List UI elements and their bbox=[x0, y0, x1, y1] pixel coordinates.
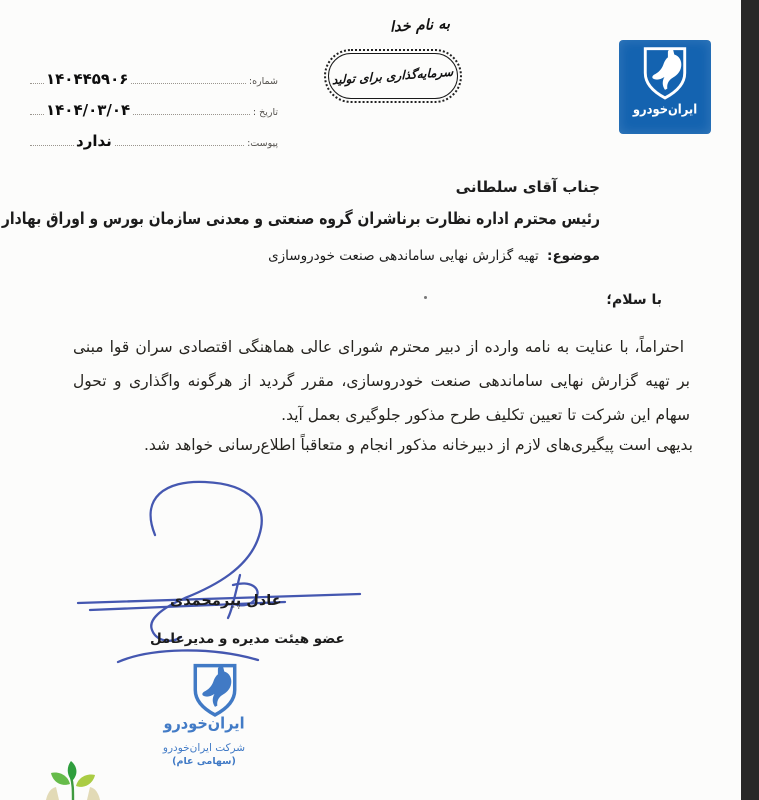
dotted-leader bbox=[30, 132, 74, 146]
meta-label-date: تاریخ : bbox=[252, 107, 278, 118]
salutation: با سلام؛ bbox=[606, 292, 662, 308]
body-paragraph-2: بدیهی است پیگیری‌های لازم از دبیرخانه مذکور انجام و متعاقباً اطلاع‌رسانی خواهد شد. bbox=[143, 436, 693, 454]
stamp-company-type: (سهامی عام) bbox=[172, 756, 236, 767]
subject-label: موضوع: bbox=[547, 248, 600, 264]
besmellah-text: به نام خدا bbox=[389, 16, 451, 36]
subject-text: تهیه گزارش نهایی ساماندهی صنعت خودروسازی bbox=[268, 248, 539, 264]
horse-shield-icon bbox=[636, 44, 694, 102]
meta-value-attachment: ندارد bbox=[76, 132, 112, 150]
letter-meta bbox=[28, 70, 278, 150]
logo-wordmark: ایران‌خودرو bbox=[632, 100, 698, 117]
meta-row-number bbox=[28, 70, 278, 88]
stamp-wordmark: ایران‌خودرو bbox=[163, 715, 245, 733]
dotted-leader bbox=[133, 101, 250, 115]
iran-khodro-logo bbox=[619, 40, 711, 134]
meta-row-date bbox=[28, 101, 278, 119]
dotted-leader bbox=[131, 70, 245, 84]
subject-line bbox=[268, 248, 600, 264]
meta-label-number: شماره: bbox=[248, 76, 278, 87]
meta-value-number: ۱۴۰۴۴۵۹۰۶ bbox=[46, 70, 129, 88]
sprout-icon bbox=[38, 760, 108, 800]
signer-name: عادل پیرمحمدی bbox=[170, 593, 282, 609]
meta-label-attachment: پیوست: bbox=[247, 138, 278, 149]
body-paragraph-1: احتراماً، با عنایت به نامه وارده از دبیر محترم شورای عالی هماهنگی اقتصادی سران قوا مبنی بر تهیه گزارش نهایی ساماندهی صنعت خودروسازی، مقرر گردید از هرگونه واگذاری و تحول سهام این شرکت تا تعیین تکلیف طرح مذکور جلوگیری بعمل آید. bbox=[73, 338, 690, 424]
slogan-text: سرمایه‌گذاری برای تولید bbox=[332, 64, 454, 88]
horse-shield-stamp-icon bbox=[184, 661, 246, 719]
scan-speck bbox=[424, 296, 427, 299]
meta-value-date: ۱۴۰۴/۰۳/۰۴ bbox=[46, 101, 131, 119]
production-slogan-stamp bbox=[328, 53, 458, 99]
recipient-title: رئیس محترم اداره نظارت برناشران گروه صنعتی و معدنی سازمان بورس و اوراق بهادار bbox=[1, 209, 600, 228]
dotted-leader bbox=[115, 132, 244, 146]
dotted-leader bbox=[30, 101, 44, 115]
meta-row-attachment bbox=[28, 132, 278, 150]
scan-edge-strip bbox=[741, 0, 759, 800]
recipient-name: جناب آقای سلطانی bbox=[455, 178, 600, 196]
stamp-company-name: شرکت ایران‌خودرو bbox=[162, 742, 246, 754]
signer-title: عضو هیئت مدیره و مدیرعامل bbox=[150, 631, 345, 647]
dotted-leader bbox=[30, 70, 44, 84]
